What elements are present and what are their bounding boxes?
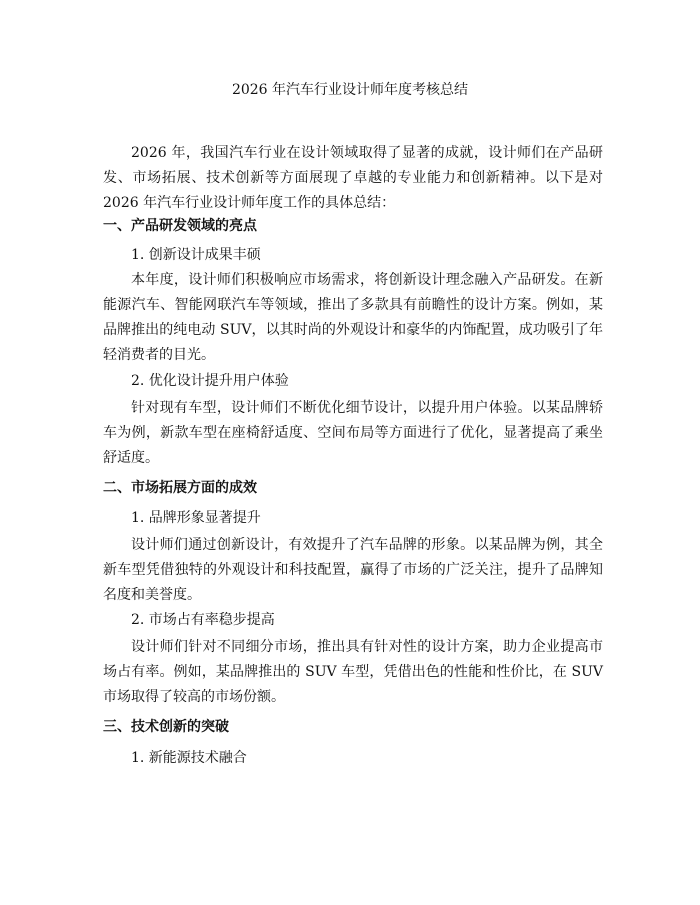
intro-paragraph: 2026 年，我国汽车行业在设计领域取得了显著的成就，设计师们在产品研发、市场拓展、技术创新等方面展现了卓越的专业能力和创新精神。以下是对 2026 年汽车行业设计师年度工作的具体总结：	[103, 145, 603, 211]
subsection-label: 2. 优化设计提升用户体验	[131, 373, 289, 389]
subsection-paragraph: 本年度，设计师们积极响应市场需求，将创新设计理念融入产品研发。在新能源汽车、智能网联汽车等领域，推出了多款具有前瞻性的设计方案。例如，某品牌推出的纯电动 SUV，以其时尚的外观设计和豪华的内饰配置，成功吸引了年轻消费者的目光。	[103, 272, 603, 363]
subsection-label: 2. 市场占有率稳步提高	[131, 612, 275, 628]
subsection-label: 1. 创新设计成果丰硕	[131, 247, 261, 263]
section-heading: 二、市场拓展方面的成效	[103, 480, 257, 496]
subsection-label: 1. 品牌形象显著提升	[131, 510, 261, 526]
document-title: 2026 年汽车行业设计师年度考核总结	[231, 82, 469, 98]
subsection-paragraph: 针对现有车型，设计师们不断优化细节设计，以提升用户体验。以某品牌轿车为例，新款车型在座椅舒适度、空间布局等方面进行了优化，显著提高了乘坐舒适度。	[103, 400, 603, 466]
section-heading: 三、技术创新的突破	[103, 719, 229, 735]
section-heading: 一、产品研发领域的亮点	[103, 218, 257, 234]
subsection-paragraph: 设计师们通过创新设计，有效提升了汽车品牌的形象。以某品牌为例，其全新车型凭借独特的外观设计和科技配置，赢得了市场的广泛关注，提升了品牌知名度和美誉度。	[103, 537, 603, 603]
subsection-paragraph: 设计师们针对不同细分市场，推出具有针对性的设计方案，助力企业提高市场占有率。例如，某品牌推出的 SUV 车型，凭借出色的性能和性价比，在 SUV 市场取得了较高的市场份额。	[103, 639, 603, 705]
subsection-label: 1. 新能源技术融合	[131, 750, 247, 766]
